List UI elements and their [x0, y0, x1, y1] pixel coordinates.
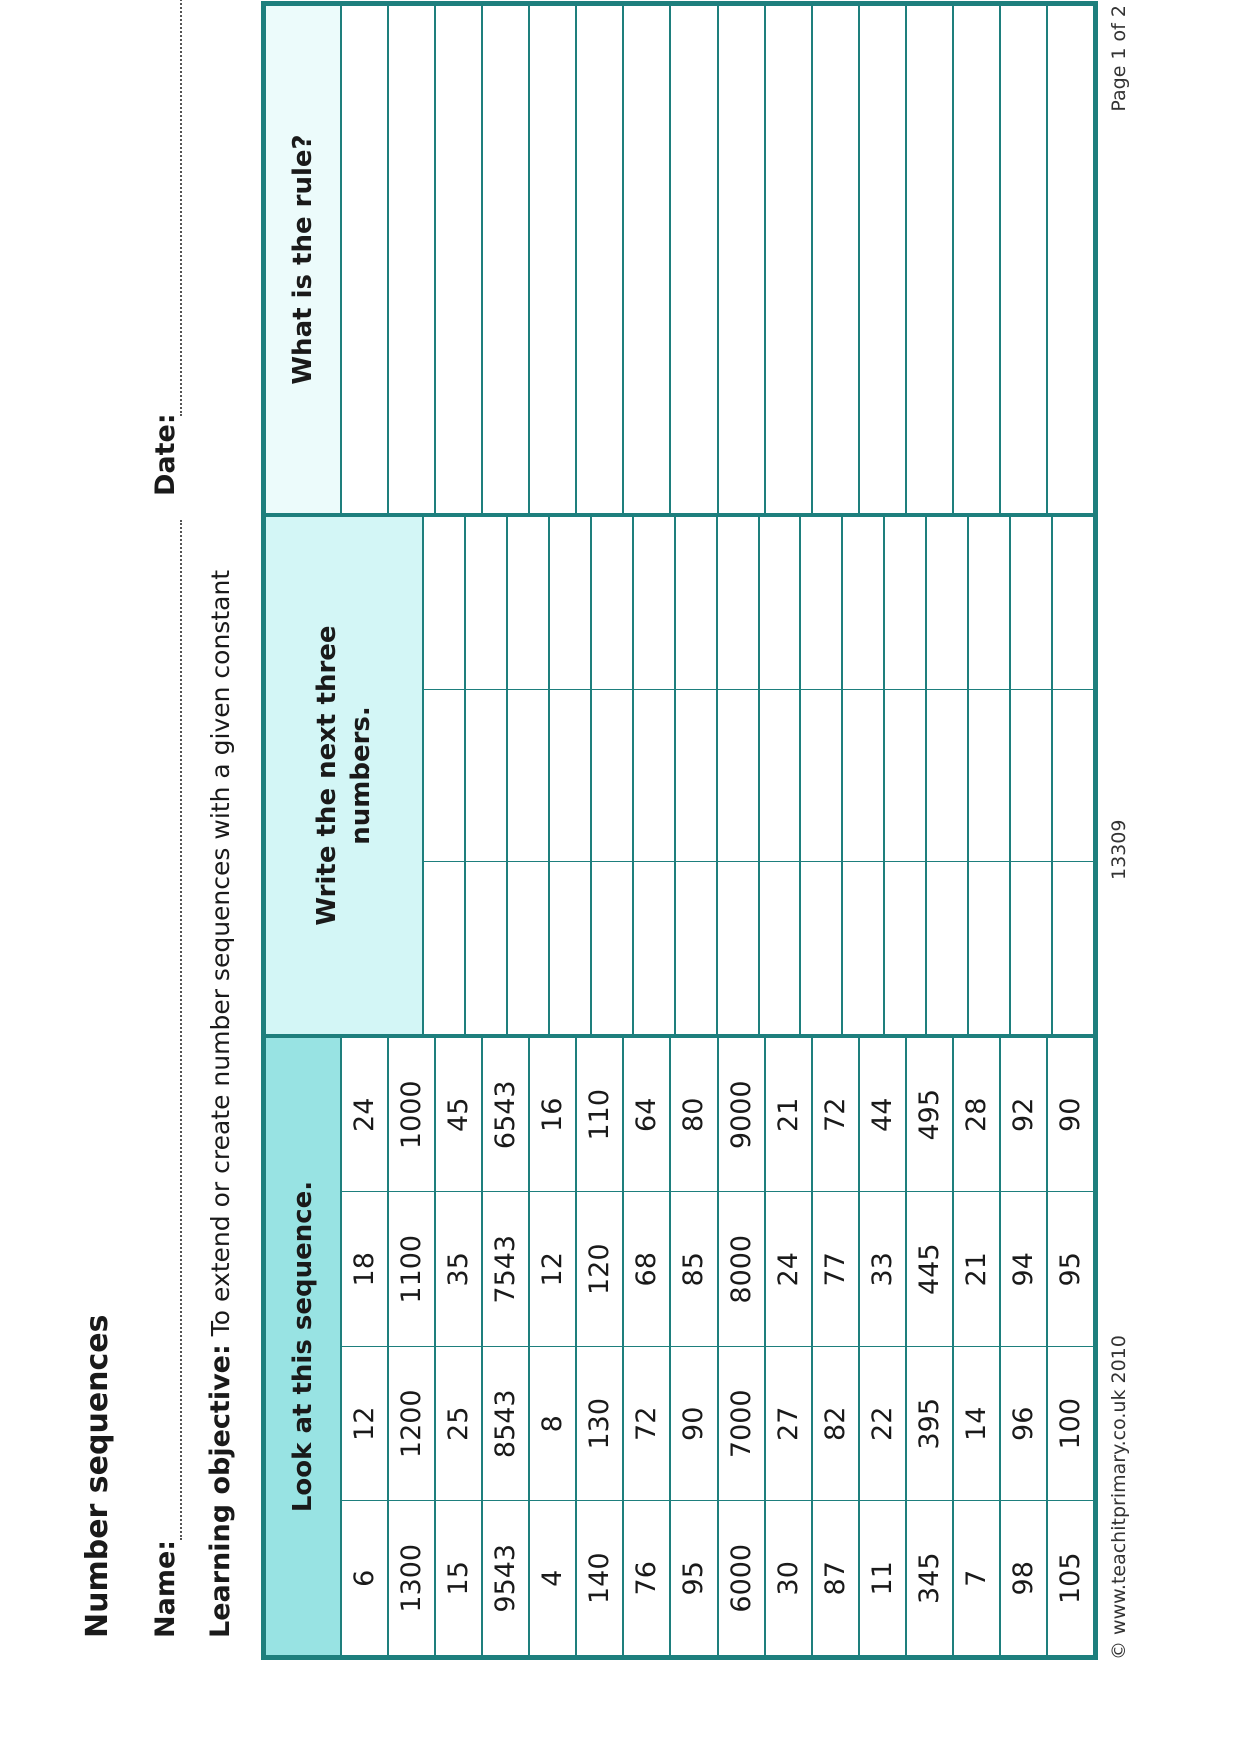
- answer-cell[interactable]: [801, 689, 841, 862]
- sequence-rows: [342, 1038, 1093, 1655]
- answer-cell[interactable]: [1011, 689, 1051, 862]
- sequence-value: 68: [624, 1192, 669, 1347]
- rule-row: [389, 6, 436, 513]
- copyright: © www.teachitprimary.co.uk 2010: [1108, 1335, 1130, 1660]
- sequence-value: 7000: [719, 1346, 764, 1501]
- rule-row: [860, 6, 907, 513]
- rule-answer-cell[interactable]: [766, 6, 811, 513]
- next-numbers-row: [885, 517, 927, 1034]
- rule-row: [577, 6, 624, 513]
- answer-cell[interactable]: [592, 689, 632, 862]
- rule-row: [671, 6, 718, 513]
- sequence-value: 11: [860, 1501, 905, 1656]
- answer-cell[interactable]: [801, 861, 841, 1034]
- objective-label: Learning objective:: [205, 1344, 236, 1638]
- sequence-value: 110: [584, 1088, 616, 1141]
- answer-cell[interactable]: [634, 861, 674, 1034]
- answer-cell[interactable]: [760, 861, 800, 1034]
- learning-objective: [205, 570, 236, 1638]
- sequence-value: 44: [866, 1097, 898, 1132]
- rule-rows: [342, 6, 1093, 513]
- answer-cell[interactable]: [508, 517, 548, 689]
- sequence-value: 28: [960, 1097, 992, 1132]
- sequence-row: [342, 1038, 389, 1655]
- next-numbers-row: [927, 517, 969, 1034]
- sequence-value: 7543: [483, 1192, 528, 1347]
- sequence-value: 94: [1001, 1192, 1046, 1347]
- sequence-value: 82: [813, 1346, 858, 1501]
- next-numbers-row: [508, 517, 550, 1034]
- next-numbers-section: [266, 513, 1093, 1034]
- next-numbers-row: [634, 517, 676, 1034]
- rule-answer-cell[interactable]: [624, 6, 669, 513]
- answer-cell[interactable]: [1053, 861, 1093, 1034]
- next-numbers-row: [1053, 517, 1093, 1034]
- sequence-value: 12: [342, 1346, 387, 1501]
- sequence-value: 9000: [725, 1080, 757, 1150]
- next-numbers-row: [718, 517, 760, 1034]
- answer-cell[interactable]: [843, 689, 883, 862]
- sequence-row: [719, 1038, 766, 1655]
- sequence-row: [860, 1038, 907, 1655]
- rule-answer-cell[interactable]: [1048, 6, 1093, 513]
- answer-cell[interactable]: [843, 517, 883, 689]
- sequence-value: 95: [1048, 1192, 1093, 1347]
- sequence-row: [1001, 1038, 1048, 1655]
- sequence-header: Look at this sequence.: [266, 1038, 342, 1655]
- sequence-row: [907, 1038, 954, 1655]
- sequence-value: 6: [342, 1501, 387, 1656]
- sequence-value: 25: [436, 1346, 481, 1501]
- rule-answer-cell[interactable]: [483, 6, 528, 513]
- answer-cell[interactable]: [801, 517, 841, 689]
- rule-header: What is the rule?: [266, 6, 342, 513]
- objective-text: To extend or create number sequences with a given constant: [206, 569, 235, 1345]
- sequence-value: 105: [1048, 1501, 1093, 1656]
- sequence-value: 64: [631, 1097, 663, 1132]
- answer-cell[interactable]: [634, 517, 674, 689]
- sequence-value: 24: [766, 1192, 811, 1347]
- sequence-value: 445: [907, 1192, 952, 1347]
- answer-cell[interactable]: [718, 517, 758, 689]
- answer-cell[interactable]: [885, 861, 925, 1034]
- sequence-table: [261, 1, 1098, 1660]
- answer-cell[interactable]: [550, 517, 590, 689]
- answer-cell[interactable]: [466, 861, 506, 1034]
- answer-cell[interactable]: [843, 861, 883, 1034]
- sequence-value: 15: [436, 1501, 481, 1656]
- sequence-value: 345: [907, 1501, 952, 1656]
- next-numbers-row: [676, 517, 718, 1034]
- sequence-value: 395: [907, 1346, 952, 1501]
- answer-cell[interactable]: [760, 689, 800, 862]
- sequence-value: 12: [530, 1192, 575, 1347]
- rule-row: [436, 6, 483, 513]
- rule-row: [766, 6, 813, 513]
- rule-row: [342, 6, 389, 513]
- sequence-value: 21: [772, 1097, 804, 1132]
- answer-cell[interactable]: [676, 689, 716, 862]
- sequence-value: 7: [954, 1501, 999, 1656]
- name-label: Name:: [150, 1539, 181, 1638]
- rule-answer-cell[interactable]: [577, 6, 622, 513]
- rule-answer-cell[interactable]: [671, 6, 716, 513]
- answer-cell[interactable]: [466, 517, 506, 689]
- rule-answer-cell[interactable]: [719, 6, 764, 513]
- rule-answer-cell[interactable]: [813, 6, 858, 513]
- date-label: Date:: [150, 413, 181, 496]
- sequence-value: 8000: [719, 1192, 764, 1347]
- rule-answer-cell[interactable]: [860, 6, 905, 513]
- answer-cell[interactable]: [969, 861, 1009, 1034]
- sequence-value: 96: [1001, 1346, 1046, 1501]
- sequence-value: 120: [577, 1192, 622, 1347]
- answer-cell[interactable]: [1053, 689, 1093, 862]
- sequence-row: [436, 1038, 483, 1655]
- rule-answer-cell[interactable]: [530, 6, 575, 513]
- sequence-row: [813, 1038, 860, 1655]
- next-numbers-row: [801, 517, 843, 1034]
- rule-answer-cell[interactable]: [436, 6, 481, 513]
- sequence-value: 495: [913, 1088, 945, 1141]
- sequence-value: 80: [678, 1097, 710, 1132]
- sequence-row: [1048, 1038, 1093, 1655]
- sequence-value: 33: [860, 1192, 905, 1347]
- answer-cell[interactable]: [424, 689, 464, 862]
- rule-row: [907, 6, 954, 513]
- rule-row: [813, 6, 860, 513]
- rule-answer-cell[interactable]: [907, 6, 952, 513]
- next-numbers-row: [969, 517, 1011, 1034]
- sequence-value: 85: [671, 1192, 716, 1347]
- sequence-value: 1200: [389, 1346, 434, 1501]
- sequence-value: 16: [537, 1097, 569, 1132]
- sequence-value: 8543: [483, 1346, 528, 1501]
- sequence-row: [530, 1038, 577, 1655]
- answer-cell[interactable]: [1011, 861, 1051, 1034]
- date-field[interactable]: [180, 0, 182, 416]
- sequence-row: [577, 1038, 624, 1655]
- answer-cell[interactable]: [676, 861, 716, 1034]
- answer-cell[interactable]: [508, 689, 548, 862]
- rule-row: [483, 6, 530, 513]
- rule-section: [266, 6, 1093, 513]
- sequence-value: 72: [819, 1097, 851, 1132]
- next-numbers-row: [550, 517, 592, 1034]
- answer-cell[interactable]: [885, 517, 925, 689]
- sequence-value: 21: [954, 1192, 999, 1347]
- sequence-value: 140: [577, 1501, 622, 1656]
- rule-answer-cell[interactable]: [1001, 6, 1046, 513]
- sequence-value: 1300: [389, 1501, 434, 1656]
- next-numbers-header: Write the next three numbers.: [266, 517, 424, 1034]
- sequence-value: 9543: [483, 1501, 528, 1656]
- sequence-row: [766, 1038, 813, 1655]
- sequence-value: 24: [349, 1097, 381, 1132]
- worksheet-code: 13309: [1108, 819, 1130, 880]
- name-date-row: [150, 218, 186, 1638]
- sequence-value: 100: [1048, 1346, 1093, 1501]
- rule-row: [1001, 6, 1048, 513]
- sequence-value: 8: [530, 1346, 575, 1501]
- sequence-value: 14: [954, 1346, 999, 1501]
- answer-cell[interactable]: [760, 517, 800, 689]
- sequence-value: 90: [1054, 1097, 1086, 1132]
- sequence-value: 45: [443, 1097, 475, 1132]
- next-numbers-row: [1011, 517, 1053, 1034]
- answer-cell[interactable]: [927, 861, 967, 1034]
- rule-row: [954, 6, 1001, 513]
- sequence-row: [389, 1038, 436, 1655]
- sequence-value: 98: [1001, 1501, 1046, 1656]
- sequence-value: 1100: [389, 1192, 434, 1347]
- next-numbers-row: [760, 517, 802, 1034]
- page-number: Page 1 of 2: [1108, 5, 1130, 112]
- page-title: Number sequences: [80, 1314, 115, 1638]
- answer-cell[interactable]: [927, 517, 967, 689]
- rule-answer-cell[interactable]: [342, 6, 387, 513]
- answer-cell[interactable]: [634, 689, 674, 862]
- sequence-value: 95: [671, 1501, 716, 1656]
- next-numbers-row: [424, 517, 466, 1034]
- sequence-value: 6000: [719, 1501, 764, 1656]
- sequence-value: 90: [671, 1346, 716, 1501]
- rule-row: [530, 6, 577, 513]
- sequence-section: [266, 1034, 1093, 1655]
- sequence-value: 6543: [490, 1080, 522, 1150]
- sequence-row: [483, 1038, 530, 1655]
- answer-cell[interactable]: [466, 689, 506, 862]
- rule-answer-cell[interactable]: [954, 6, 999, 513]
- answer-cell[interactable]: [592, 861, 632, 1034]
- sequence-value: 76: [624, 1501, 669, 1656]
- answer-cell[interactable]: [927, 689, 967, 862]
- answer-cell[interactable]: [718, 861, 758, 1034]
- sequence-value: 130: [577, 1346, 622, 1501]
- answer-cell[interactable]: [718, 689, 758, 862]
- next-numbers-row: [592, 517, 634, 1034]
- sequence-row: [624, 1038, 671, 1655]
- answer-cell[interactable]: [592, 517, 632, 689]
- answer-cell[interactable]: [1011, 517, 1051, 689]
- answer-cell[interactable]: [969, 689, 1009, 862]
- rule-row: [1048, 6, 1093, 513]
- sequence-value: 35: [436, 1192, 481, 1347]
- sequence-row: [671, 1038, 718, 1655]
- sequence-value: 1000: [396, 1080, 428, 1150]
- answer-cell[interactable]: [508, 861, 548, 1034]
- next-numbers-row: [466, 517, 508, 1034]
- rule-answer-cell[interactable]: [389, 6, 434, 513]
- sequence-value: 30: [766, 1501, 811, 1656]
- sequence-row: [954, 1038, 1001, 1655]
- sequence-value: 18: [342, 1192, 387, 1347]
- sequence-value: 72: [624, 1346, 669, 1501]
- answer-cell[interactable]: [969, 517, 1009, 689]
- sequence-value: 22: [860, 1346, 905, 1501]
- name-field[interactable]: [180, 520, 182, 1540]
- answer-cell[interactable]: [424, 517, 464, 689]
- rule-row: [719, 6, 766, 513]
- sequence-value: 92: [1007, 1097, 1039, 1132]
- rule-row: [624, 6, 671, 513]
- next-numbers-rows: [424, 517, 1093, 1034]
- sequence-value: 77: [813, 1192, 858, 1347]
- sequence-value: 87: [813, 1501, 858, 1656]
- next-numbers-row: [843, 517, 885, 1034]
- answer-cell[interactable]: [424, 861, 464, 1034]
- answer-cell[interactable]: [676, 517, 716, 689]
- answer-cell[interactable]: [550, 861, 590, 1034]
- answer-cell[interactable]: [1053, 517, 1093, 689]
- sequence-value: 27: [766, 1346, 811, 1501]
- answer-cell[interactable]: [550, 689, 590, 862]
- sequence-value: 4: [530, 1501, 575, 1656]
- answer-cell[interactable]: [885, 689, 925, 862]
